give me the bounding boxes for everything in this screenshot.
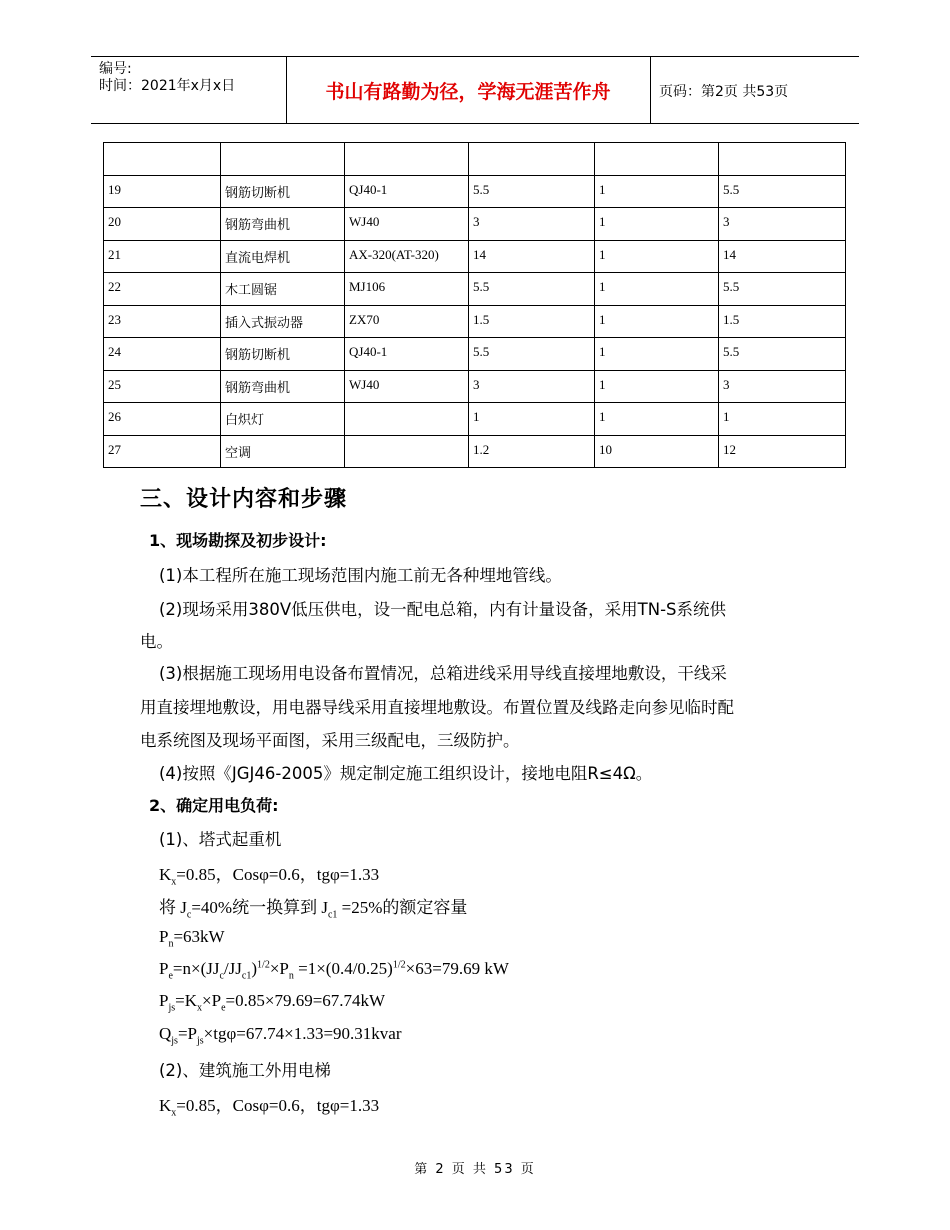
paragraph: (2)、建筑施工外用电梯	[159, 1061, 331, 1080]
table-cell: 21	[104, 240, 221, 273]
table-cell: 插入式振动器	[221, 305, 345, 338]
table-cell: 5.5	[719, 273, 846, 306]
paragraph: (1)本工程所在施工现场范围内施工前无各种埋地管线。	[159, 566, 562, 585]
page-footer: 第 2 页 共 53 页	[414, 1162, 536, 1177]
table-cell: 1	[595, 305, 719, 338]
section-title: 三、设计内容和步骤	[140, 487, 348, 512]
table-cell: 12	[719, 435, 846, 468]
table-cell: MJ106	[345, 273, 469, 306]
table-cell: 5.5	[469, 338, 595, 371]
table-cell: 1	[719, 403, 846, 436]
table-cell: 1.5	[719, 305, 846, 338]
table-cell: 1	[595, 240, 719, 273]
table-cell: 24	[104, 338, 221, 371]
table-cell	[595, 143, 719, 176]
table-cell: 27	[104, 435, 221, 468]
table-cell: 5.5	[719, 338, 846, 371]
table-cell	[469, 143, 595, 176]
table-cell: 10	[595, 435, 719, 468]
table-cell: 5.5	[469, 273, 595, 306]
formula-line: $K_x=0.85$，Cosφ=0.6，tgφ=1.33	[159, 1096, 380, 1119]
table-cell: 白炽灯	[221, 403, 345, 436]
table-cell: 1	[595, 273, 719, 306]
table-cell: 1.5	[469, 305, 595, 338]
table-cell: 空调	[221, 435, 345, 468]
table-cell	[345, 143, 469, 176]
table-cell: 3	[719, 208, 846, 241]
table-row	[104, 208, 846, 241]
paragraph: 用直接埋地敷设，用电器导线采用直接埋地敷设。布置位置及线路走向参见临时配	[140, 698, 734, 717]
table-cell: 3	[469, 208, 595, 241]
subsection-title: 1、现场勘探及初步设计:	[149, 531, 327, 550]
table-cell: 1	[595, 175, 719, 208]
table-cell: 1	[595, 370, 719, 403]
table-row	[104, 273, 846, 306]
table-cell: 钢筋切断机	[221, 338, 345, 371]
table-cell	[345, 435, 469, 468]
table-cell: 23	[104, 305, 221, 338]
header-motto: 书山有路勤为径，学海无涯苦作舟	[325, 81, 611, 103]
table-cell: QJ40-1	[345, 338, 469, 371]
table-cell: 1	[595, 208, 719, 241]
table-cell: 直流电焊机	[221, 240, 345, 273]
table-row	[104, 175, 846, 208]
table-cell: 19	[104, 175, 221, 208]
table-cell: 1.2	[469, 435, 595, 468]
table-row	[104, 338, 846, 371]
paragraph: 电。	[140, 632, 173, 651]
table-cell: 20	[104, 208, 221, 241]
paragraph: (1)、塔式起重机	[159, 830, 282, 849]
formula-line: $Q_{js}=P_{js}\times tg\varphi=67.74\times 1.33=90.31kvar$	[159, 1024, 402, 1047]
formula-line: 将 $J_c=40\%$统一换算到 $J_{c1} =25\%$的额定容量	[159, 898, 468, 921]
formula-line: $P_{js}=K_x\times P_e=0.85\times 79.69=67.74kW$	[159, 991, 386, 1014]
page-header	[91, 56, 859, 124]
paragraph: 电系统图及现场平面图，采用三级配电，三级防护。	[140, 731, 520, 750]
formula-line: $K_x=0.85$，Cosφ=0.6，tgφ=1.33	[159, 865, 380, 888]
subsection-title: 2、确定用电负荷:	[149, 796, 279, 815]
table-cell: QJ40-1	[345, 175, 469, 208]
table-cell: WJ40	[345, 370, 469, 403]
table-cell: AX-320(AT-320)	[345, 240, 469, 273]
table-cell: 1	[595, 338, 719, 371]
table-cell: 22	[104, 273, 221, 306]
equipment-table	[103, 142, 846, 468]
table-cell: ZX70	[345, 305, 469, 338]
table-cell: 5.5	[719, 175, 846, 208]
formula-line: $P_n=63kW$	[159, 927, 225, 950]
table-cell: WJ40	[345, 208, 469, 241]
paragraph: (3)根据施工现场用电设备布置情况，总箱进线采用导线直接埋地敷设，干线采	[159, 664, 727, 683]
header-divider	[650, 57, 651, 123]
table-cell: 14	[719, 240, 846, 273]
table-cell: 钢筋弯曲机	[221, 208, 345, 241]
paragraph: (4)按照《JGJ46-2005》规定制定施工组织设计，接地电阻R≤4Ω。	[159, 764, 653, 783]
table-row	[104, 435, 846, 468]
table-cell: 14	[469, 240, 595, 273]
table-cell: 3	[719, 370, 846, 403]
table-cell: 钢筋切断机	[221, 175, 345, 208]
table-row	[104, 403, 846, 436]
table-cell	[221, 143, 345, 176]
table-cell: 26	[104, 403, 221, 436]
table-cell	[104, 143, 221, 176]
table-cell: 3	[469, 370, 595, 403]
table-cell	[345, 403, 469, 436]
table-cell: 1	[595, 403, 719, 436]
table-cell: 1	[469, 403, 595, 436]
table-row	[104, 143, 846, 176]
table-row	[104, 305, 846, 338]
formula-line: $P_e=n\times(JJ_c/JJ_{c1})^{1/2}\times P_n =1\times(0.4/0.25)^{1/2}\times 63=79.69$ kW	[159, 959, 509, 982]
table-cell	[719, 143, 846, 176]
paragraph: (2)现场采用380V低压供电，设一配电总箱，内有计量设备，采用TN-S系统供	[159, 600, 727, 619]
serial-label: 编号:	[99, 61, 132, 77]
header-page-info: 页码：第2页 共53页	[659, 84, 789, 100]
table-cell: 木工圆锯	[221, 273, 345, 306]
table-row	[104, 370, 846, 403]
table-cell: 5.5	[469, 175, 595, 208]
table-cell: 25	[104, 370, 221, 403]
table-cell: 钢筋弯曲机	[221, 370, 345, 403]
time-label: 时间：2021年x月x日	[99, 78, 236, 94]
table-row	[104, 240, 846, 273]
